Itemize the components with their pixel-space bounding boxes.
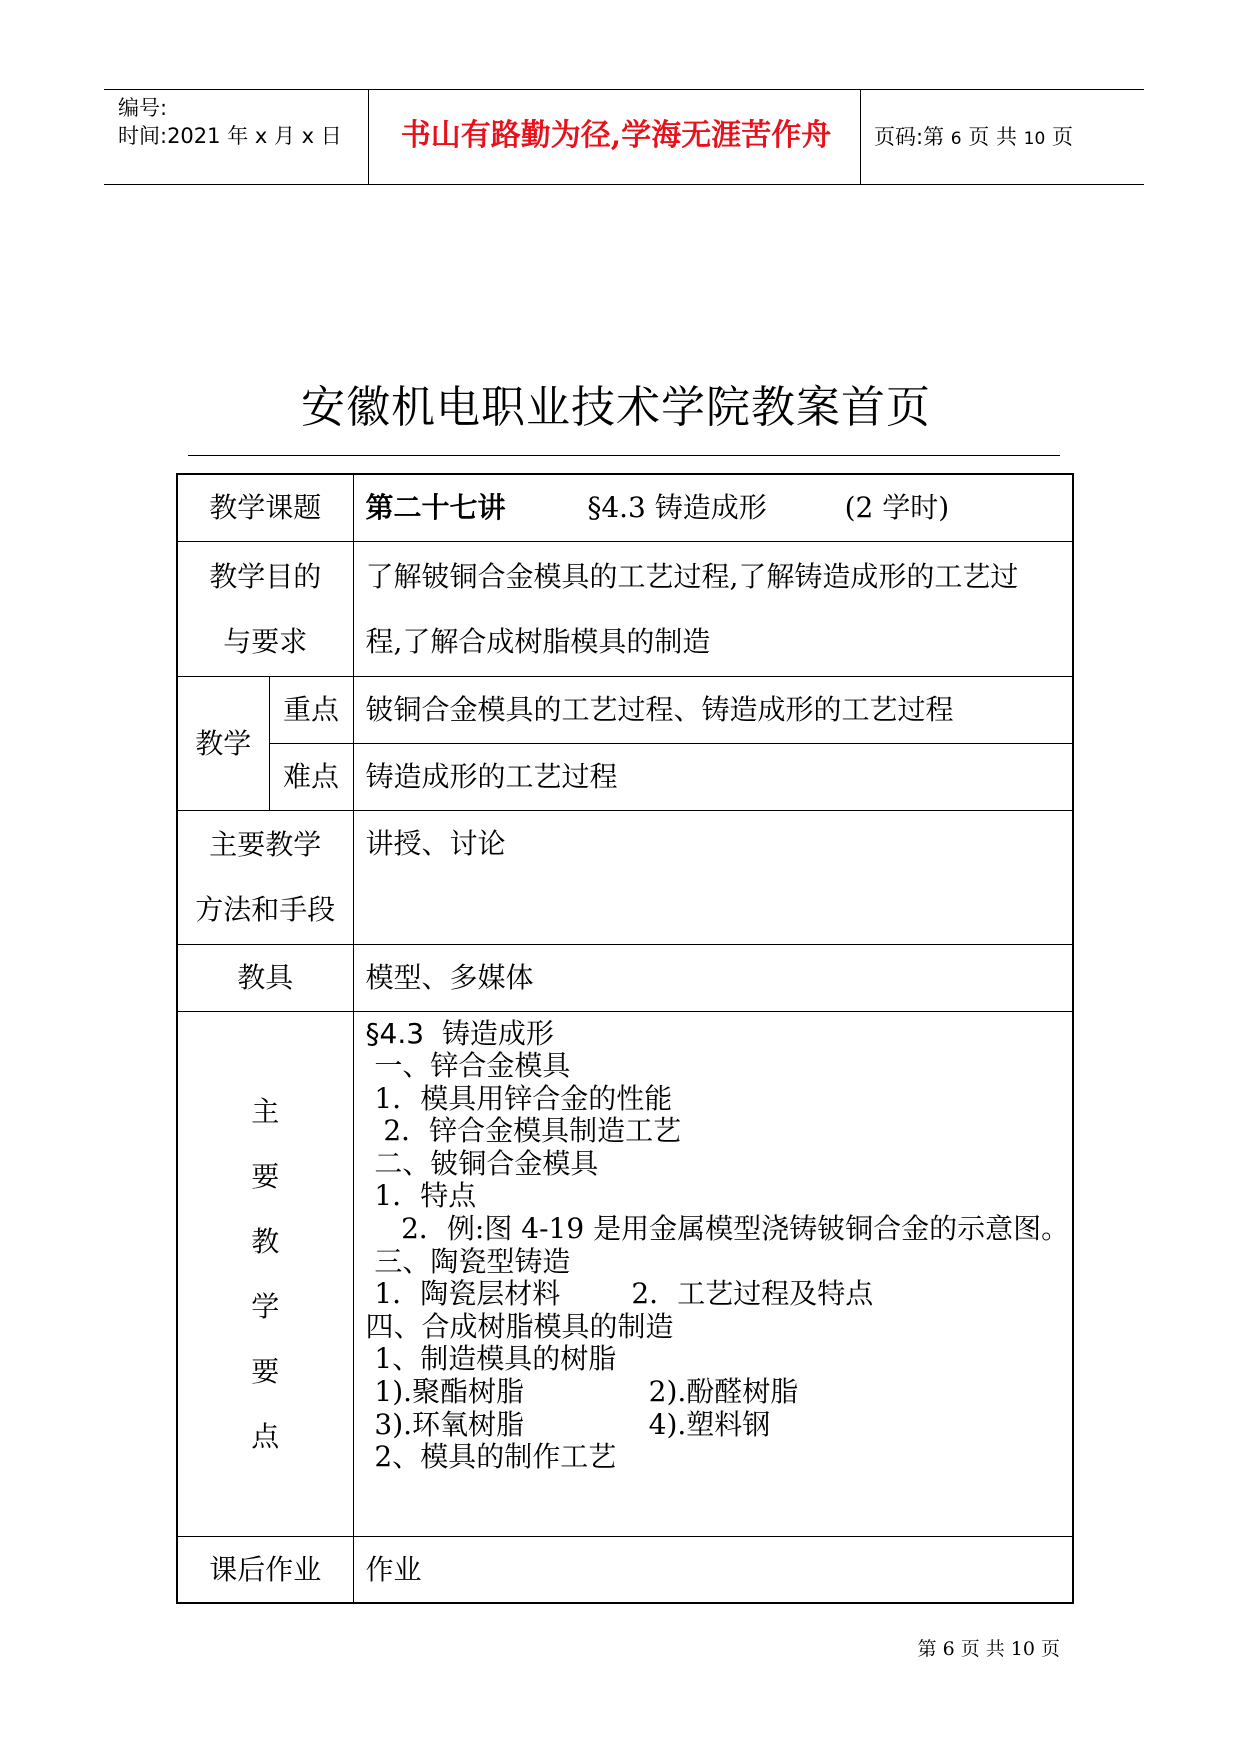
- points-line: 1．陶瓷层材料 2．工艺过程及特点: [365, 1277, 874, 1311]
- points-line: 四、合成树脂模具的制造: [365, 1309, 674, 1343]
- topic-content: [353, 474, 1073, 541]
- homework-row: [177, 1536, 1073, 1603]
- points-line: 1．模具用锌合金的性能: [365, 1081, 673, 1115]
- method-label: [177, 810, 353, 944]
- points-line: 3).环氧树脂 4).塑料钢: [365, 1407, 771, 1441]
- difficulty-row: [177, 743, 1073, 810]
- goal-label-line: 教学目的: [209, 559, 322, 593]
- page-suffix: 页: [1051, 125, 1073, 149]
- points-line: 2、模具的制作工艺: [365, 1440, 617, 1474]
- points-label-char: 教: [251, 1224, 280, 1258]
- header-divider: [860, 90, 861, 184]
- time-label: 时间:2021 年 x 月 x 日: [118, 124, 342, 148]
- goal-label-line: 与要求: [223, 624, 308, 658]
- points-label-char: 要: [251, 1354, 280, 1388]
- topic-hours: (2 学时): [844, 491, 950, 525]
- lesson-plan-table: [176, 473, 1074, 1604]
- teach-label: 教学: [177, 676, 269, 810]
- header-page-info: [874, 122, 1073, 154]
- method-label-line: 方法和手段: [195, 893, 336, 926]
- points-label-char: 主: [251, 1094, 280, 1128]
- difficulty-content: 铸造成形的工艺过程: [353, 743, 1073, 810]
- homework-content: 作业: [353, 1536, 1073, 1603]
- page-total: 10: [1023, 129, 1046, 149]
- points-line: 三、陶瓷型铸造: [365, 1244, 571, 1278]
- points-content: [353, 1011, 1073, 1536]
- page-prefix: 页码:第: [874, 125, 945, 149]
- method-label-line: 主要教学: [209, 828, 322, 861]
- page-mid: 页 共: [968, 125, 1017, 149]
- topic-label: 教学课题: [177, 474, 353, 541]
- key-row: [177, 676, 1073, 743]
- points-label-char: 要: [251, 1159, 280, 1193]
- number-label: 编号:: [118, 96, 168, 120]
- page-header: [104, 89, 1144, 185]
- difficulty-label: 难点: [269, 743, 353, 810]
- key-label: 重点: [269, 676, 353, 743]
- points-label-char: 点: [251, 1419, 280, 1453]
- points-line: 1).聚酯树脂 2).酚醛树脂: [365, 1375, 799, 1409]
- homework-label: 课后作业: [177, 1536, 353, 1603]
- points-row: [177, 1011, 1073, 1536]
- goal-label: [177, 541, 353, 676]
- topic-section: §4.3 铸造成形: [587, 491, 767, 525]
- header-left: [118, 94, 342, 150]
- points-line: 2．锌合金模具制造工艺: [365, 1114, 682, 1148]
- topic-lecture: 第二十七讲: [365, 491, 506, 525]
- points-label-char: 学: [251, 1289, 280, 1323]
- tools-row: [177, 944, 1073, 1011]
- points-line: 2．例:图 4-19 是用金属模型浇铸铍铜合金的示意图。: [365, 1212, 1070, 1246]
- points-line: 一、锌合金模具: [365, 1049, 571, 1083]
- header-motto: 书山有路勤为径,学海无涯苦作舟: [400, 118, 832, 153]
- goal-content: [353, 541, 1073, 676]
- page-number: 6: [950, 129, 962, 149]
- method-content: 讲授、讨论: [353, 810, 1073, 944]
- points-label: [177, 1011, 353, 1536]
- tools-label: 教具: [177, 944, 353, 1011]
- points-line: §4.3 铸造成形: [365, 1016, 554, 1050]
- points-line: 1、制造模具的树脂: [365, 1342, 617, 1376]
- points-line: 1．特点: [365, 1179, 477, 1213]
- header-divider: [368, 90, 369, 184]
- goal-line: 程,了解合成树脂模具的制造: [365, 624, 711, 658]
- goal-row: [177, 541, 1073, 676]
- points-line: 二、铍铜合金模具: [365, 1146, 599, 1180]
- method-row: [177, 810, 1073, 944]
- topic-row: [177, 474, 1073, 541]
- tools-content: 模型、多媒体: [353, 944, 1073, 1011]
- key-content: 铍铜合金模具的工艺过程、铸造成形的工艺过程: [353, 676, 1073, 743]
- goal-line: 了解铍铜合金模具的工艺过程,了解铸造成形的工艺过: [365, 559, 1019, 593]
- page-footer: 第 6 页 共 10 页: [917, 1638, 1060, 1660]
- title-underline: [188, 455, 1060, 456]
- page-title: 安徽机电职业技术学院教案首页: [301, 382, 931, 433]
